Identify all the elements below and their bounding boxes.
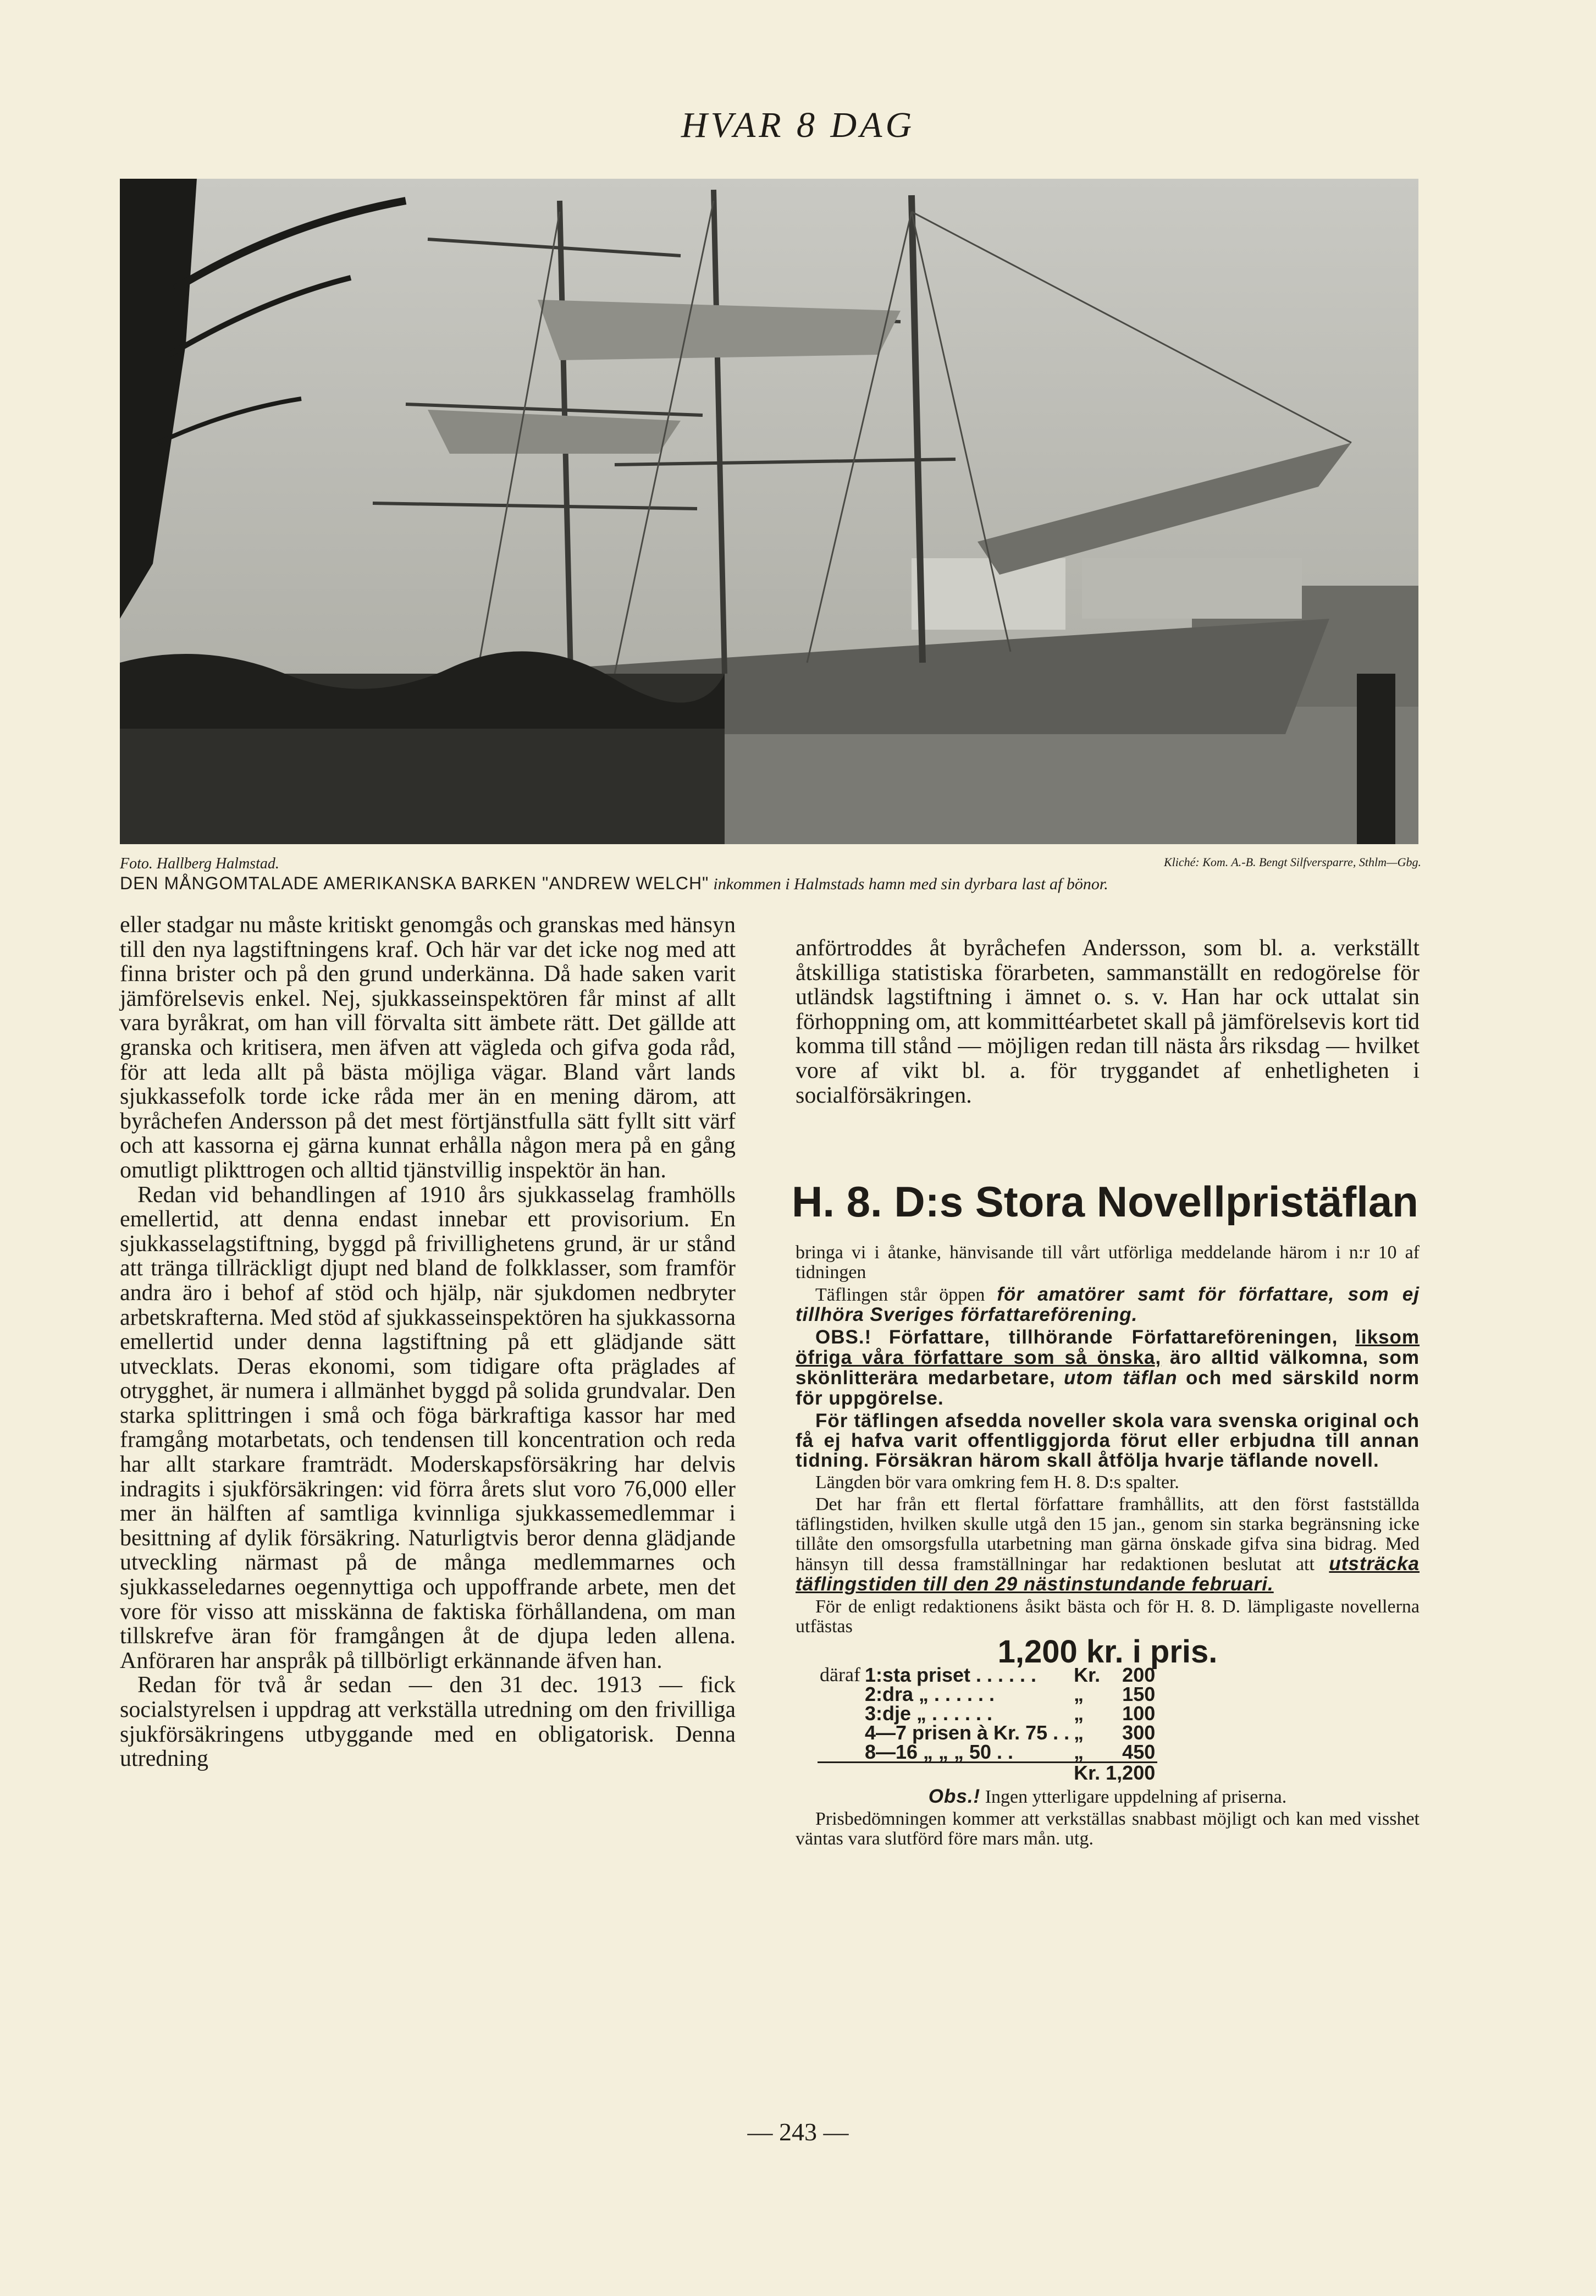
prize-label: 4—7 prisen à Kr. 75 . . [864,1721,1070,1744]
advert-prize-intro: För de enligt redaktionens åsikt bästa och för H. 8. D. lämpligaste novellerna utfästas [796,1596,1420,1637]
caption-rest: inkommen i Halmstads hamn med sin dyrbara last af bönor. [713,875,1108,893]
prize-table [818,1665,1157,1782]
advert-title: H. 8. D:s Stora Novellpristäflan [792,1177,1418,1226]
prize-currency: „ [1074,1721,1084,1744]
article-paragraph: eller stadgar nu måste kritiskt genomgås och granskas med hänsyn till den nya lagstiftningens kraf. Och här var det icke nog med att finna brister och på den grund underkänna. Då hade saken varit jämförelsevis enkel. Nej, sjukkasseinspektören får minst af allt vara byråkrat, om han vill förvalta sitt ämbete rätt. Det gällde att granska och kritisera, men äfven att vägleda och gifva goda råd, för att leda allt på bästa möjliga vägar. Bland vårt lands sjukkassefolk torde icke råda mer än en mening därom, att byråchefen Andersson på det mest förtjänstfulla sätt fyllt sitt värf och att kassorna ej gärna kunnat erhålla någon mera på en gång omutligt plikttrogen och alltid tjänstvillig inspektör än han. [120,912,736,1183]
prize-amount: 100 [1122,1702,1156,1725]
advert-obs2 [796,1787,1420,1807]
prize-prefix: däraf [820,1664,860,1686]
prize-label: 3:dje „ . . . . . . [864,1702,992,1725]
prize-label: 1:sta priset . . . . . . [864,1664,1037,1686]
obs-underlined: liksom öfriga våra författare som så önska, [796,1326,1420,1368]
page-header: HVAR 8 DAG [681,105,915,145]
obs-text-2: äro alltid välkomna, som skönlitterära medarbetare, [796,1347,1420,1389]
engraving-credit: Kliché: Kom. A.-B. Bengt Silfversparre, Sthlm—Gbg. [1163,855,1421,869]
prize-total: 1,200 kr. i pris. [997,1634,1218,1670]
obs-text-3: och med särskild norm för uppgörelse. [796,1367,1420,1409]
prize-currency: „ [1074,1683,1084,1705]
ship-photo [120,179,1418,844]
prize-sum-row [818,1763,1157,1783]
advert-deadline [796,1495,1420,1595]
prize-amount: 150 [1122,1683,1156,1705]
advert-intro: bringa vi i åtanke, hänvisande till vårt utförliga meddelande härom i n:r 10 af tidningen [796,1242,1420,1282]
prize-amount: 450 [1122,1741,1156,1763]
obs-text-1: Författare, tillhörande Författareföreningen, [888,1326,1338,1348]
prize-label: 2:dra „ . . . . . . [864,1683,995,1705]
prize-amount: 300 [1122,1721,1156,1744]
obs2-label: Obs.! [928,1786,981,1807]
prize-row [818,1742,1157,1763]
advert-eligibility [796,1285,1420,1325]
article-right-column [796,913,1420,1131]
caption-main: DEN MÅNGOMTALADE AMERIKANSKA BARKEN "ANDREW WELCH" [120,873,709,893]
prize-currency: Kr. [1074,1664,1101,1686]
advert-rules: För täflingen afsedda noveller skola vara svenska original och få ej hafva varit offentliggjorda förut eller erbjudna till annan tidning. Försäkran härom skall åtfölja hvarje täflande novell. [796,1410,1420,1471]
obs-label: OBS.! [815,1326,872,1348]
deadline-plain: Det har från ett flertal författare framhållits, att den först fastställda täflingstiden, hvilken skulle utgå den 15 jan., genom sin starka begränsning icke tillåte den omsorgsfulla utarbetning man gärna önskade gifva sina bidrag. Med hänsyn till dessa framställningar har redaktionen beslutat att [796,1494,1420,1574]
prize-currency: „ [1074,1702,1084,1725]
eligibility-bold: för amatörer samt för författare, som ej tillhöra Sveriges författareförening. [796,1284,1420,1325]
advert-body [796,1243,1420,1851]
prize-sum: Kr. 1,200 [1072,1763,1157,1783]
obs2-text: Ingen ytterligare uppdelning af priserna. [985,1787,1287,1807]
deadline-bold: utsträcka täflingstiden till den 29 nästinstundande februari. [796,1553,1420,1595]
photo-caption [120,873,1428,894]
page-number: — 243 — [747,2118,849,2146]
article-paragraph: anförtroddes åt byråchefen Andersson, som bl. a. verkställt åtskilliga statistiska förarbeten, sammanställt en redogörelse för utländsk lagstiftning i ämnet o. s. v. Han har ock uttalat sin förhoppning om, att kommittéarbetet skall på jämförelsevis kort tid komma till stånd — möjligen redan till nästa års riksdag — hvilket vore af vikt bl. a. för tryggandet af enhetligheten i socialförsäkringen. [796,935,1420,1108]
prize-currency: „ [1074,1741,1084,1763]
eligibility-plain: Täflingen står öppen [815,1285,985,1305]
prize-row [818,1723,1157,1742]
photo-credit: Foto. Hallberg Halmstad. [120,855,279,872]
prize-label: 8—16 „ „ „ 50 . . [864,1741,1014,1763]
prize-row [818,1704,1157,1723]
article-paragraph: Redan vid behandlingen af 1910 års sjukkasselag framhölls emellertid, att denna endast innebar ett provisorium. En sjukkasselagstiftning, byggd på frivillighetens grund, är ur stånd att tränga tillräckligt djupt ned bland de folkklasser, som framför andra äro i behof af stöd och hjälp, när sjukdomen nedbryter arbetskrafterna. Med stöd af sjukkasseinspektören ha sjukkassorna emellertid under denna lagstiftning på ett glädjande sätt utvecklats. Deras ekonomi, som tidigare ofta präglades af otrygghet, är numera i allmänhet byggd på solida grundvalar. Den starka splittringen i små och föga bärkraftiga kassor har med framgång motarbetats, och tendensen till koncentration och reda har allt starkare framträdt. Moderskapsförsäkring har delvis indragits i sjukförsäkringen: vid förra årets slut voro 76,000 eller mer än hälften af samtliga kvinnliga sjukkassemedlemmar i besittning af dylik försäkring. Naturligtvis beror denna glädjande utveckling närmast på de många medlemmarnes och sjukkasseledarnes oegennyttiga och uppoffrande arbete, men det vore för visso att misskänna de faktiska förhållandena, om man tillskrefve äran för framgången åt de djupa leden allena. Anföraren har anspråk på tillbörligt erkännande äfven han. [120,1182,736,1673]
advert-closing: Prisbedömningen kommer att verkställas snabbast möjligt och kan med visshet väntas vara slutförd före mars mån. utg. [796,1809,1420,1849]
advert-obs [796,1328,1420,1409]
obs-italic: utom täflan [1064,1367,1178,1389]
prize-row [818,1684,1157,1704]
article-paragraph: Redan för två år sedan — den 31 dec. 1913 — fick socialstyrelsen i uppdrag att verkställa utredning om den frivilliga sjukförsäkringens utbyggande med en obligatorisk. Denna utredning [120,1672,736,1772]
advert-length: Längden bör vara omkring fem H. 8. D:s spalter. [815,1472,1179,1493]
prize-amount: 200 [1122,1664,1156,1686]
barque-illustration [120,179,1418,844]
article-left-column [120,913,736,1771]
